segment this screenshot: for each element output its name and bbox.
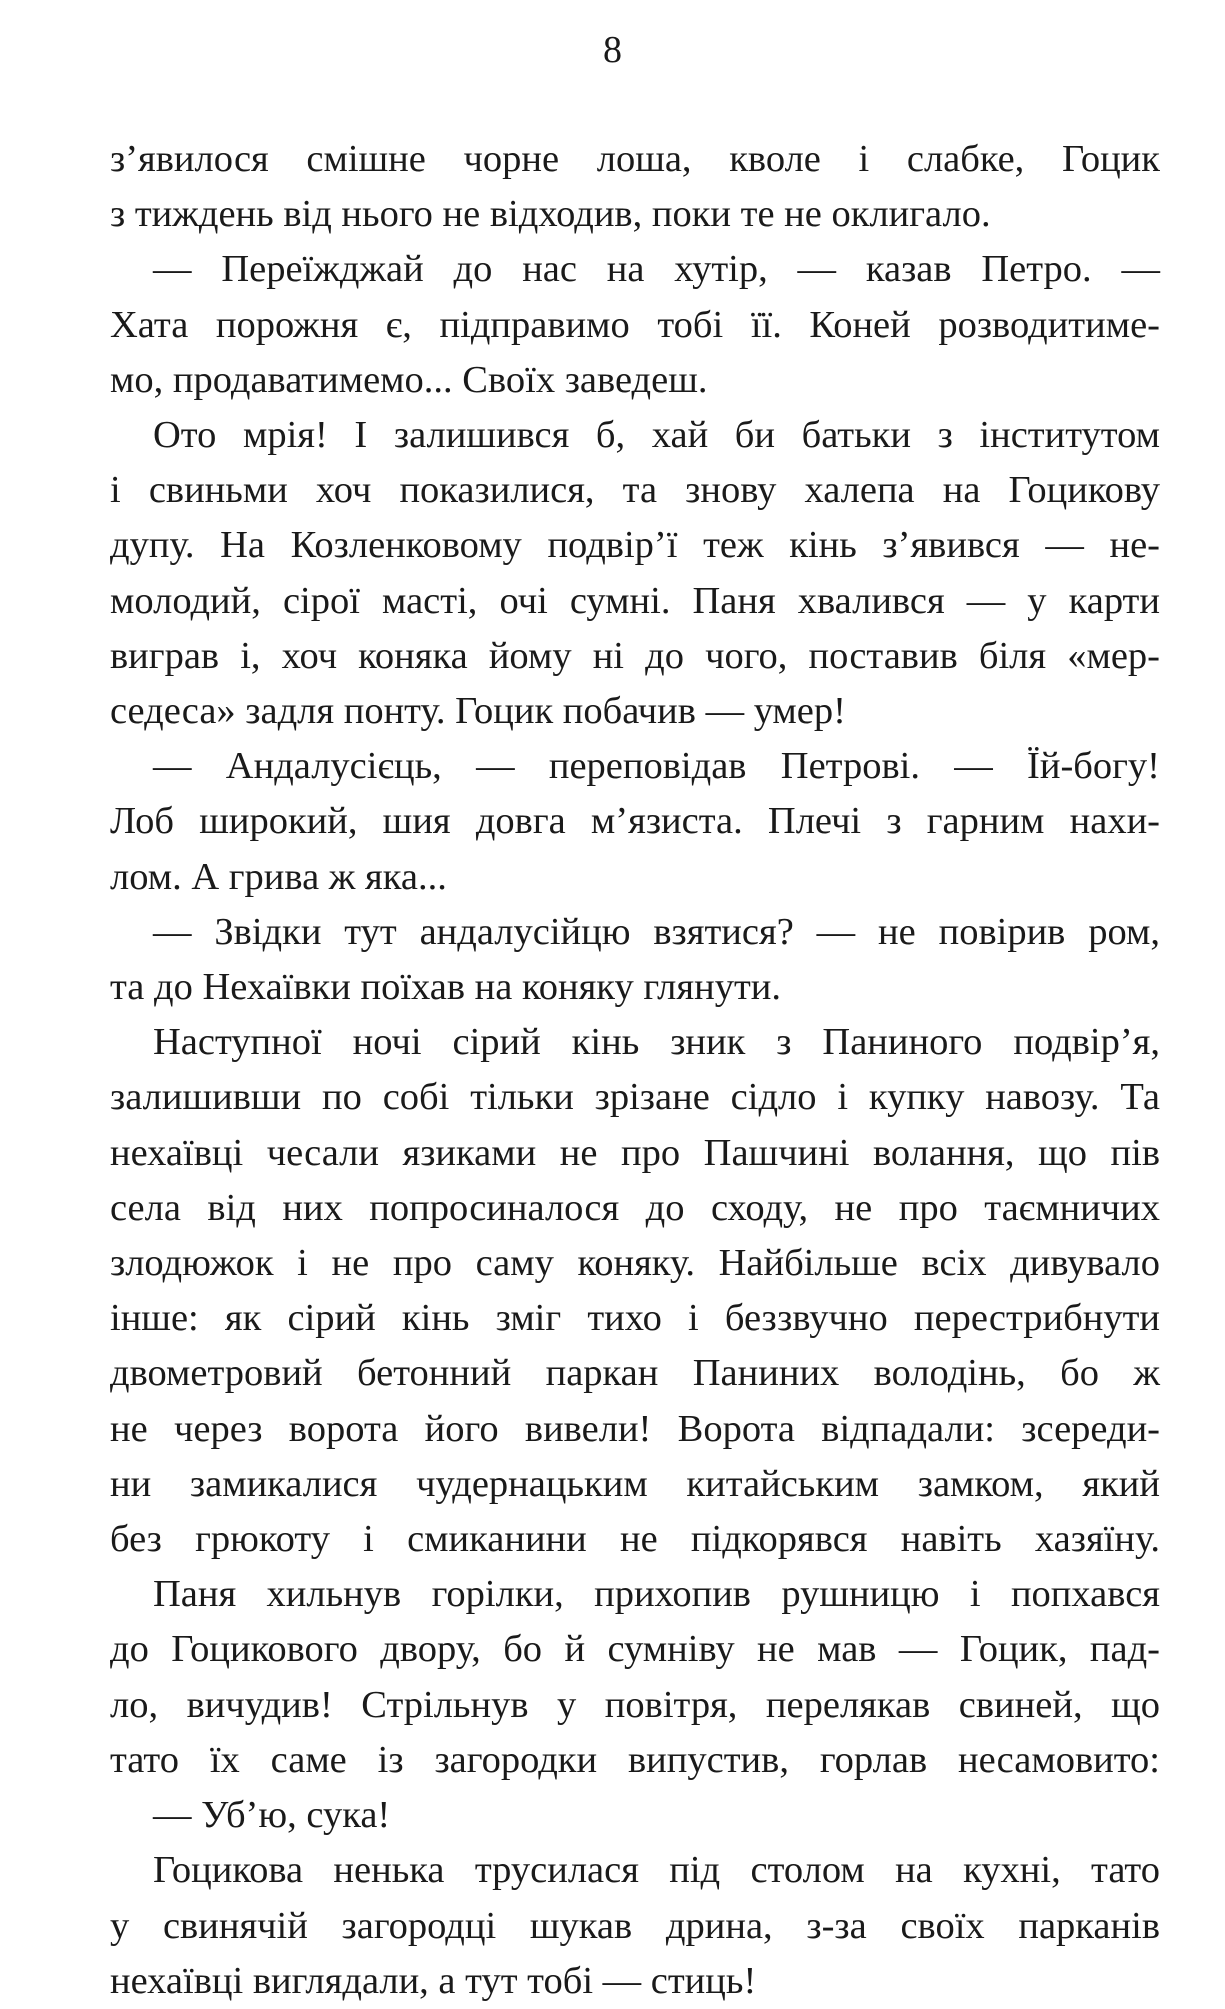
paragraph <box>110 1015 1160 1567</box>
text-line: — Переїжджай до нас на хутір, — казав Петро. — <box>153 248 1160 291</box>
text-line: Паня хильнув горілки, прихопив рушницю і попхався <box>153 1573 1160 1616</box>
text-line: та до Нехаївки поїхав на коняку глянути. <box>110 966 782 1009</box>
paragraph <box>110 408 1160 739</box>
paragraph <box>110 905 1160 1015</box>
text-line: без грюкоту і смиканини не підкорявся навіть хазяїну. <box>110 1518 1160 1561</box>
text-line: і свиньми хоч показилися, та знову халепа на Гоцикову <box>110 469 1160 512</box>
text-line: виграв і, хоч коняка йому ні до чого, поставив біля «мер- <box>110 634 1160 677</box>
paragraph <box>110 1843 1160 2009</box>
text-line: Ото мрія! І залишився б, хай би батьки з інститутом <box>153 414 1160 457</box>
paragraph <box>110 739 1160 905</box>
text-line: до Гоцикового двору, бо й сумніву не мав — Гоцик, пад- <box>110 1628 1160 1671</box>
text-line: Хата порожня є, підправимо тобі її. Коней розводитиме- <box>110 303 1160 346</box>
text-line: тато їх саме із загородки випустив, горлав несамовито: <box>110 1738 1160 1781</box>
body-text <box>110 132 1160 2009</box>
text-line: Наступної ночі сірий кінь зник з Паниного подвір’я, <box>153 1021 1160 1064</box>
paragraph <box>110 242 1160 408</box>
paragraph <box>110 1788 1160 1843</box>
text-line: Лоб широкий, шия довга м’язиста. Плечі з гарним нахи- <box>110 800 1160 843</box>
text-line: села від них попросиналося до сходу, не про таємничих <box>110 1186 1160 1229</box>
text-line: не через ворота його вивели! Ворота відпадали: зсереди- <box>110 1407 1160 1450</box>
text-line: у свинячій загородці шукав дрина, з-за своїх парканів <box>110 1904 1160 1947</box>
paragraph <box>110 1567 1160 1788</box>
text-line: ни замикалися чудернацьким китайським замком, який <box>110 1462 1160 1505</box>
text-line: седеса» задля понту. Гоцик побачив — умер! <box>110 690 846 733</box>
text-line: з тиждень від нього не відходив, поки те не оклигало. <box>110 193 991 236</box>
text-line: нехаївці чесали язиками не про Пашчині волання, що пів <box>110 1131 1160 1174</box>
text-line: молодий, сірої масті, очі сумні. Паня хвалився — у карти <box>110 579 1160 622</box>
text-line: дупу. На Козленковому подвір’ї теж кінь з’явився — не- <box>110 524 1160 567</box>
text-line: нехаївці виглядали, а тут тобі — стиць! <box>110 1959 757 2002</box>
page-number: 8 <box>603 29 622 71</box>
text-line: ло, вичудив! Стрільнув у повітря, перелякав свиней, що <box>110 1683 1160 1726</box>
text-line: — Уб’ю, сука! <box>153 1794 391 1837</box>
text-line: залишивши по собі тільки зрізане сідло і купку навозу. Та <box>110 1076 1160 1119</box>
text-line: — Андалусієць, — переповідав Петрові. — Їй-богу! <box>153 745 1160 788</box>
text-line: з’явилося смішне чорне лоша, кволе і слабке, Гоцик <box>110 138 1160 180</box>
text-line: інше: як сірий кінь зміг тихо і беззвучно перестрибнути <box>110 1297 1160 1340</box>
text-line: — Звідки тут андалусійцю взятися? — не повірив ром, <box>153 910 1160 953</box>
text-line: лом. А грива ж яка... <box>110 855 447 898</box>
text-line: Гоцикова ненька трусилася під столом на кухні, тато <box>153 1849 1160 1892</box>
text-line: злодюжок і не про саму коняку. Найбільше всіх дивувало <box>110 1242 1160 1285</box>
text-line: двометровий бетонний паркан Паниних володінь, бо ж <box>110 1352 1160 1395</box>
paragraph <box>110 132 1160 242</box>
text-line: мо, продаватимемо... Своїх заведеш. <box>110 358 708 401</box>
